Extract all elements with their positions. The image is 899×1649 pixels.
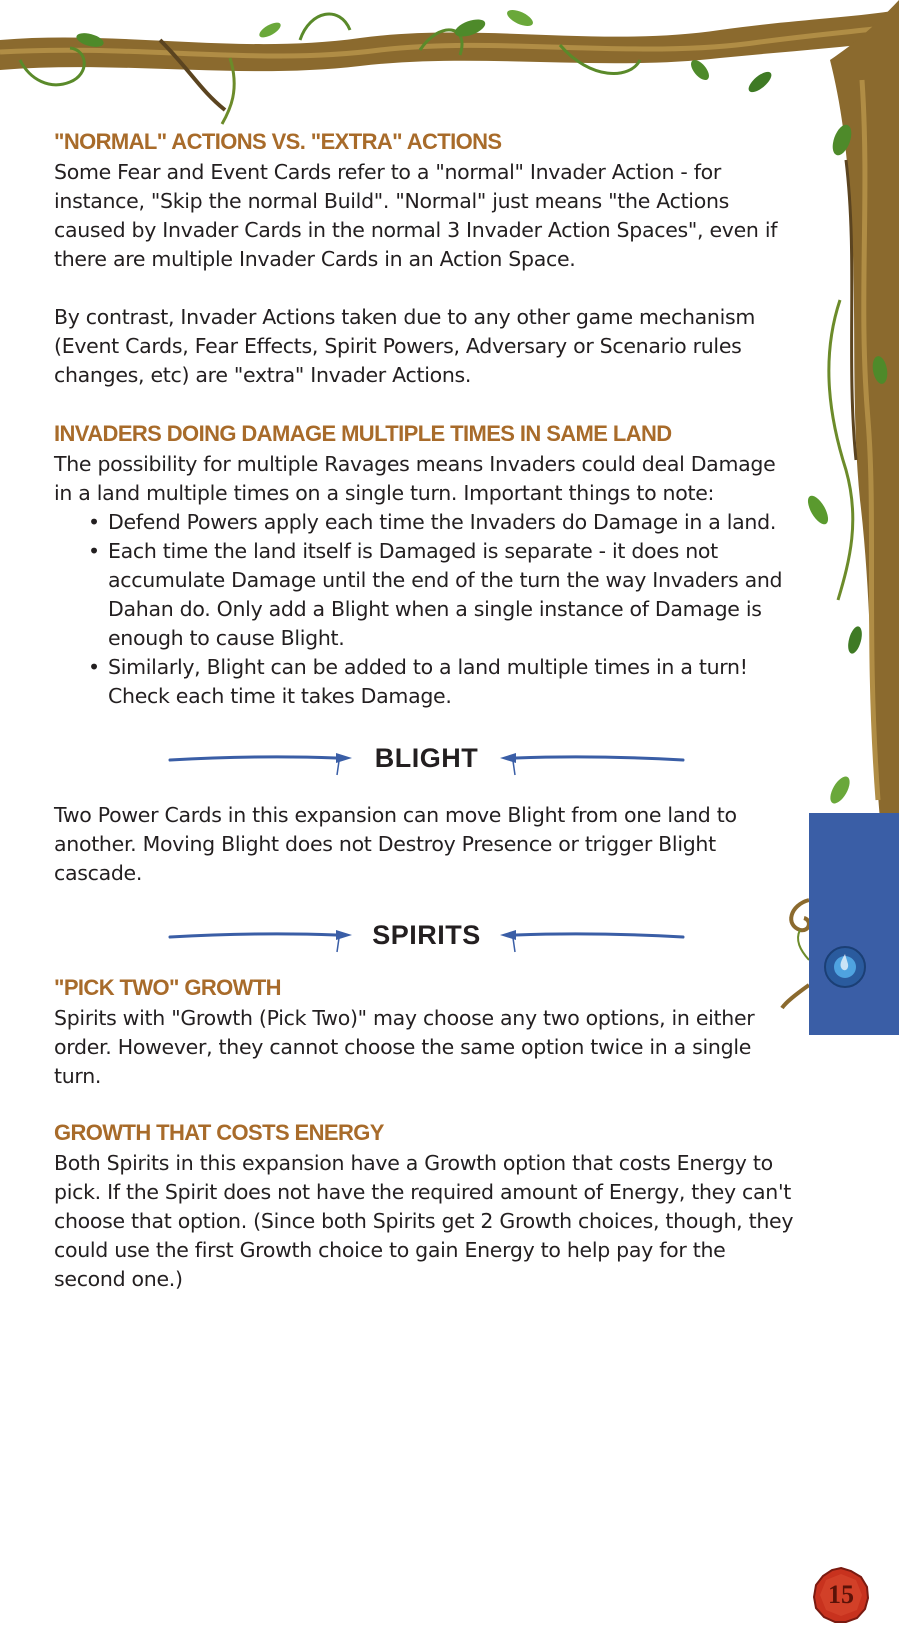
section-heading-normal-extra: "NORMAL" ACTIONS VS. "EXTRA" ACTIONS (54, 129, 502, 154)
spirits-divider (54, 910, 799, 960)
list-item: • Each time the land itself is Damaged is separate - it does not accumulate Damage until the end of the turn the way Invaders and Dahan do. Only add a Blight when a single instance of Damage is enough to cause Blight. (88, 537, 799, 653)
water-drop-icon (809, 813, 899, 1035)
page-content (54, 126, 799, 1294)
paragraph-blight: Two Power Cards in this expansion can move Blight from one land to another. Moving Blight does not Destroy Presence or trigger Blight cascade. (54, 803, 737, 885)
blight-divider (54, 733, 799, 783)
paragraph-pick-two: Spirits with "Growth (Pick Two)" may choose any two options, in either order. However, they cannot choose the same option twice in a single turn. (54, 1006, 755, 1088)
page-number: 15 (828, 1580, 854, 1609)
damage-notes-list (54, 508, 799, 711)
list-item: • Similarly, Blight can be added to a land multiple times in a turn! Check each time it takes Damage. (88, 653, 799, 711)
list-item: • Defend Powers apply each time the Invaders do Damage in a land. (88, 508, 799, 537)
section-tab (809, 813, 899, 1035)
paragraph-growth-energy: Both Spirits in this expansion have a Growth option that costs Energy to pick. If the Spirit does not have the required amount of Energy, they can't choose that option. (Since both Spirits get 2 Growth choices, though, they could use the first Growth choice to gain Energy to help pay for the second one.) (54, 1151, 794, 1291)
page-number-badge (811, 1565, 871, 1625)
paragraph-extra-actions: By contrast, Invader Actions taken due to any other game mechanism (Event Cards, Fear Effects, Spirit Powers, Adversary or Scenario rules changes, etc) are "extra" Invader Actions. (54, 305, 756, 387)
section-heading-growth-energy: GROWTH THAT COSTS ENERGY (54, 1120, 384, 1145)
blight-title: BLIGHT (374, 743, 479, 773)
section-heading-damage-multiple: INVADERS DOING DAMAGE MULTIPLE TIMES IN SAME LAND (54, 421, 672, 446)
paragraph-damage-intro: The possibility for multiple Ravages means Invaders could deal Damage in a land multiple times on a single turn. Important things to note: (54, 452, 776, 505)
section-heading-pick-two: "PICK TWO" GROWTH (54, 975, 281, 1000)
paragraph-normal-actions: Some Fear and Event Cards refer to a "normal" Invader Action - for instance, "Skip the normal Build". "Normal" just means "the Actions caused by Invader Cards in the normal 3 Invader Action Spaces", even if there are multiple Invader Cards in an Action Space. (54, 160, 778, 271)
spirits-title: SPIRITS (372, 920, 481, 950)
